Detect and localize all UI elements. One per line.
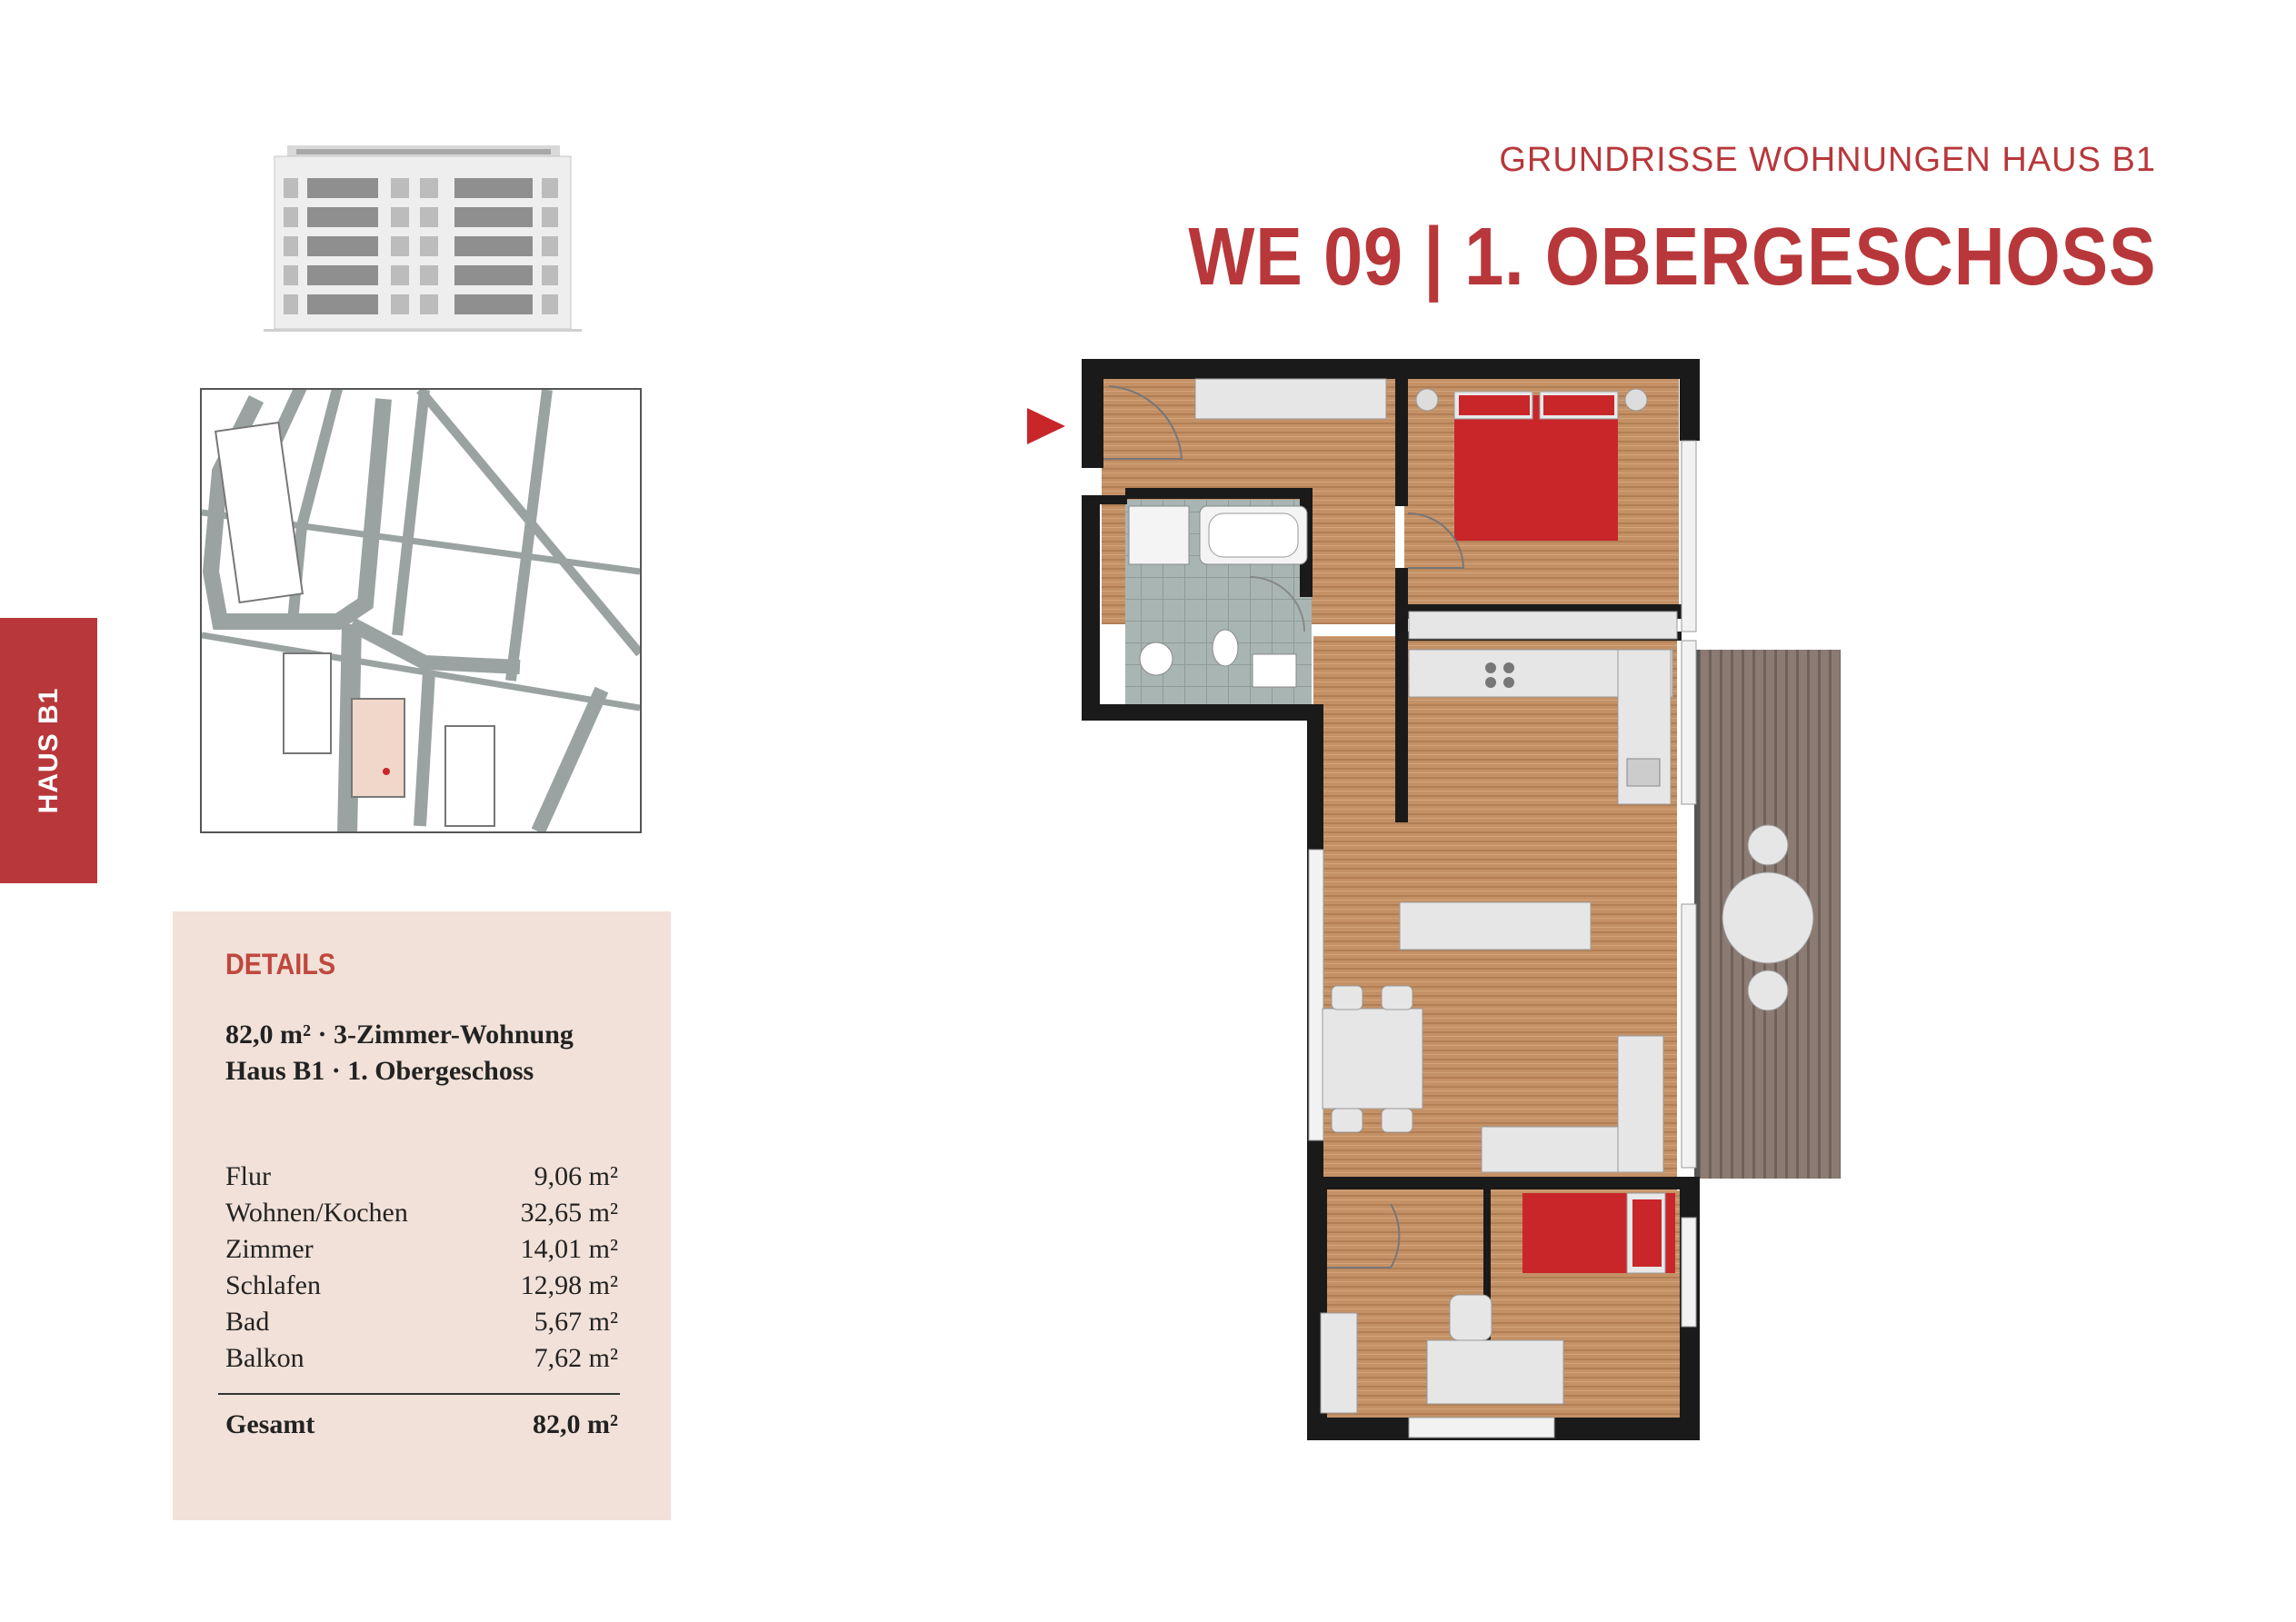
room-area: 14,01 m² [520,1234,618,1264]
room-area: 7,62 m² [534,1343,618,1373]
room-name: Zimmer [225,1234,314,1264]
room-row [225,1195,618,1231]
side-tab-label: HAUS B1 [33,687,64,814]
total-divider [218,1393,620,1395]
total-value: 82,0 m² [533,1409,618,1439]
summary-line-location: Haus B1 · 1. Obergeschoss [225,1056,534,1086]
site-plan [200,388,642,833]
room-row [225,1304,618,1340]
room-area: 5,67 m² [534,1307,618,1337]
room-list [225,1159,618,1377]
room-row [225,1159,618,1195]
room-name: Wohnen/Kochen [225,1198,408,1228]
page-subtitle: GRUNDRISSE WOHNUNGEN HAUS B1 [1499,141,2156,179]
room-name: Flur [225,1161,272,1191]
floor-plan [836,359,1845,1440]
details-summary [225,1017,574,1090]
total-row [225,1409,618,1440]
site-plan-map [202,390,640,831]
room-name: Bad [225,1307,270,1337]
room-name: Balkon [225,1343,304,1373]
room-row [225,1268,618,1304]
page-title: WE 09 | 1. OBERGESCHOSS [1187,212,2156,303]
total-label: Gesamt [225,1409,315,1439]
room-area: 9,06 m² [534,1161,618,1191]
details-heading: DETAILS [225,948,336,980]
side-tab [0,618,97,883]
room-row [225,1231,618,1268]
details-panel [173,911,671,1520]
building-elevation-image [264,142,582,334]
summary-line-size: 82,0 m² · 3-Zimmer-Wohnung [225,1020,574,1050]
room-name: Schlafen [225,1270,321,1300]
room-row [225,1340,618,1377]
room-area: 32,65 m² [520,1198,618,1228]
room-area: 12,98 m² [520,1270,618,1300]
